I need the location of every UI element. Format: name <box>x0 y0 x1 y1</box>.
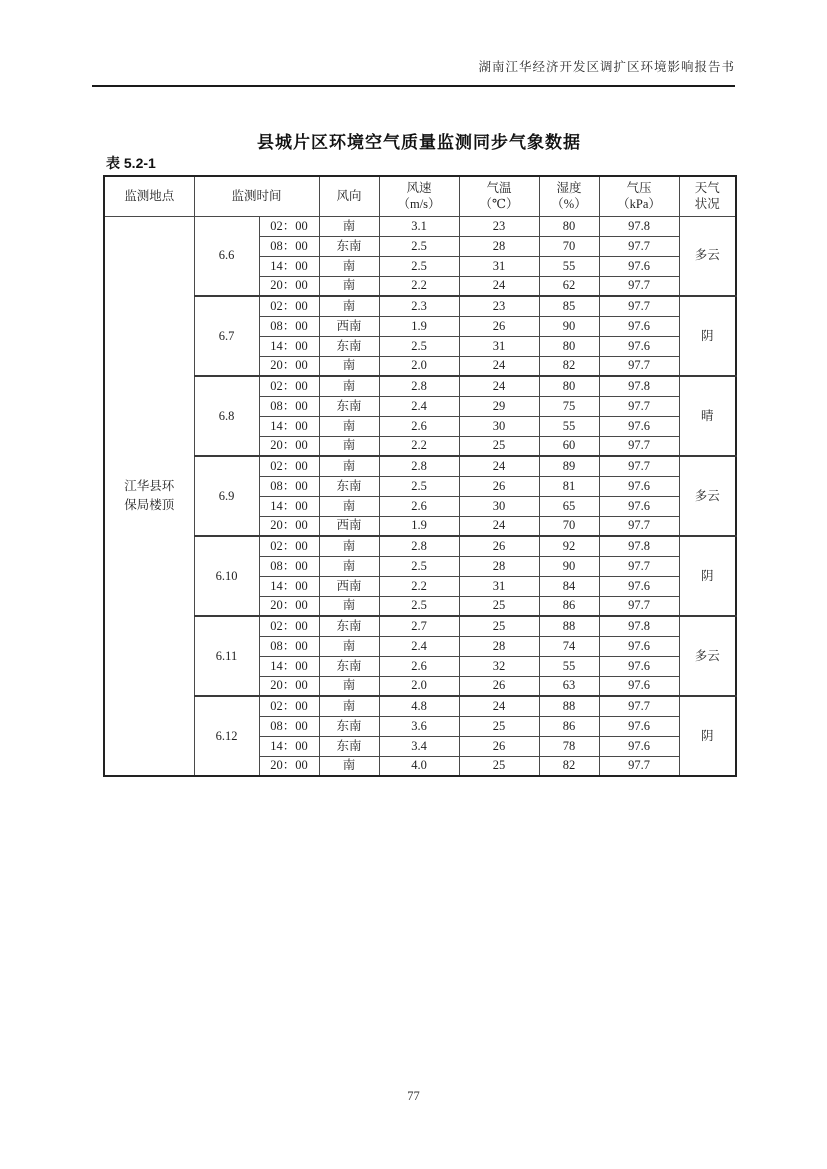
wind-speed-cell: 2.2 <box>379 276 459 296</box>
pressure-cell: 97.6 <box>599 736 679 756</box>
wind-direction-cell: 东南 <box>319 476 379 496</box>
wind-direction-cell: 东南 <box>319 396 379 416</box>
wind-direction-cell: 西南 <box>319 516 379 536</box>
time-cell: 14：00 <box>259 256 319 276</box>
header-time: 监测时间 <box>194 176 319 216</box>
wind-speed-cell: 2.0 <box>379 676 459 696</box>
wind-speed-cell: 2.5 <box>379 336 459 356</box>
humidity-cell: 65 <box>539 496 599 516</box>
pressure-cell: 97.6 <box>599 256 679 276</box>
header-pressure-label: 气压 <box>626 181 652 196</box>
wind-speed-cell: 2.2 <box>379 436 459 456</box>
humidity-cell: 90 <box>539 556 599 576</box>
temperature-cell: 25 <box>459 716 539 736</box>
time-cell: 20：00 <box>259 436 319 456</box>
pressure-cell: 97.8 <box>599 376 679 396</box>
temperature-cell: 28 <box>459 556 539 576</box>
wind-direction-cell: 南 <box>319 356 379 376</box>
temperature-cell: 26 <box>459 536 539 556</box>
header-humidity <box>539 176 599 216</box>
temperature-cell: 24 <box>459 516 539 536</box>
pressure-cell: 97.6 <box>599 496 679 516</box>
humidity-cell: 70 <box>539 516 599 536</box>
humidity-cell: 86 <box>539 716 599 736</box>
wind-direction-cell: 南 <box>319 696 379 716</box>
wind-direction-cell: 东南 <box>319 736 379 756</box>
wind-speed-cell: 2.5 <box>379 596 459 616</box>
header-wind-speed <box>379 176 459 216</box>
pressure-cell: 97.7 <box>599 296 679 316</box>
location-line: 江华县环 <box>124 478 175 493</box>
time-cell: 08：00 <box>259 556 319 576</box>
temperature-cell: 31 <box>459 336 539 356</box>
humidity-cell: 80 <box>539 336 599 356</box>
header-rule <box>92 85 735 87</box>
table-row <box>104 536 736 556</box>
pressure-cell: 97.7 <box>599 396 679 416</box>
pressure-cell: 97.6 <box>599 476 679 496</box>
wind-speed-cell: 1.9 <box>379 316 459 336</box>
pressure-cell: 97.6 <box>599 636 679 656</box>
wind-direction-cell: 南 <box>319 456 379 476</box>
humidity-cell: 55 <box>539 256 599 276</box>
wind-direction-cell: 南 <box>319 256 379 276</box>
time-cell: 20：00 <box>259 516 319 536</box>
wind-direction-cell: 南 <box>319 676 379 696</box>
humidity-cell: 88 <box>539 616 599 636</box>
humidity-cell: 55 <box>539 656 599 676</box>
humidity-cell: 92 <box>539 536 599 556</box>
time-cell: 02：00 <box>259 296 319 316</box>
date-cell: 6.9 <box>194 456 259 536</box>
report-header-text: 湖南江华经济开发区调扩区环境影响报告书 <box>478 60 735 74</box>
wind-speed-cell: 2.8 <box>379 536 459 556</box>
humidity-cell: 89 <box>539 456 599 476</box>
wind-speed-cell: 2.6 <box>379 416 459 436</box>
temperature-cell: 31 <box>459 576 539 596</box>
wind-direction-cell: 东南 <box>319 716 379 736</box>
pressure-cell: 97.7 <box>599 456 679 476</box>
wind-speed-cell: 1.9 <box>379 516 459 536</box>
pressure-cell: 97.6 <box>599 676 679 696</box>
humidity-cell: 81 <box>539 476 599 496</box>
wind-speed-cell: 2.8 <box>379 456 459 476</box>
time-cell: 08：00 <box>259 396 319 416</box>
time-cell: 02：00 <box>259 696 319 716</box>
header-wind-speed-label: 风速 <box>406 181 432 196</box>
time-cell: 08：00 <box>259 316 319 336</box>
table-row <box>104 456 736 476</box>
pressure-cell: 97.8 <box>599 536 679 556</box>
temperature-cell: 24 <box>459 376 539 396</box>
wind-speed-cell: 3.1 <box>379 216 459 236</box>
wind-speed-cell: 3.6 <box>379 716 459 736</box>
date-cell: 6.11 <box>194 616 259 696</box>
wind-speed-cell: 2.0 <box>379 356 459 376</box>
pressure-cell: 97.7 <box>599 236 679 256</box>
time-cell: 08：00 <box>259 716 319 736</box>
wind-direction-cell: 南 <box>319 276 379 296</box>
pressure-cell: 97.7 <box>599 436 679 456</box>
wind-direction-cell: 东南 <box>319 336 379 356</box>
temperature-cell: 25 <box>459 596 539 616</box>
wind-direction-cell: 南 <box>319 636 379 656</box>
time-cell: 20：00 <box>259 756 319 776</box>
pressure-cell: 97.6 <box>599 576 679 596</box>
temperature-cell: 26 <box>459 316 539 336</box>
time-cell: 20：00 <box>259 676 319 696</box>
time-cell: 14：00 <box>259 656 319 676</box>
wind-direction-cell: 南 <box>319 536 379 556</box>
temperature-cell: 30 <box>459 496 539 516</box>
table-row <box>104 376 736 396</box>
date-cell: 6.6 <box>194 216 259 296</box>
header-humidity-label: 湿度 <box>556 181 582 196</box>
wind-speed-cell: 2.5 <box>379 556 459 576</box>
wind-direction-cell: 南 <box>319 496 379 516</box>
time-cell: 08：00 <box>259 476 319 496</box>
weather-cell: 阴 <box>679 536 736 616</box>
wind-speed-cell: 2.5 <box>379 256 459 276</box>
humidity-cell: 80 <box>539 216 599 236</box>
wind-speed-cell: 2.5 <box>379 236 459 256</box>
header-temperature-unit: （℃） <box>479 197 519 212</box>
wind-direction-cell: 南 <box>319 436 379 456</box>
time-cell: 08：00 <box>259 636 319 656</box>
humidity-cell: 82 <box>539 756 599 776</box>
temperature-cell: 32 <box>459 656 539 676</box>
temperature-cell: 24 <box>459 456 539 476</box>
table-row <box>104 216 736 236</box>
time-cell: 02：00 <box>259 616 319 636</box>
header-weather <box>679 176 736 216</box>
humidity-cell: 88 <box>539 696 599 716</box>
time-cell: 02：00 <box>259 216 319 236</box>
humidity-cell: 90 <box>539 316 599 336</box>
temperature-cell: 25 <box>459 756 539 776</box>
pressure-cell: 97.7 <box>599 356 679 376</box>
temperature-cell: 28 <box>459 236 539 256</box>
weather-cell: 阴 <box>679 696 736 776</box>
header-wind-direction: 风向 <box>319 176 379 216</box>
location-line: 保局楼顶 <box>124 497 175 512</box>
wind-direction-cell: 南 <box>319 376 379 396</box>
humidity-cell: 84 <box>539 576 599 596</box>
wind-speed-cell: 2.6 <box>379 656 459 676</box>
pressure-cell: 97.6 <box>599 416 679 436</box>
header-location: 监测地点 <box>104 176 194 216</box>
temperature-cell: 23 <box>459 216 539 236</box>
wind-speed-cell: 4.0 <box>379 756 459 776</box>
pressure-cell: 97.7 <box>599 756 679 776</box>
time-cell: 14：00 <box>259 496 319 516</box>
wind-speed-cell: 2.2 <box>379 576 459 596</box>
date-cell: 6.8 <box>194 376 259 456</box>
wind-direction-cell: 南 <box>319 416 379 436</box>
temperature-cell: 26 <box>459 676 539 696</box>
temperature-cell: 25 <box>459 436 539 456</box>
pressure-cell: 97.6 <box>599 336 679 356</box>
wind-direction-cell: 西南 <box>319 316 379 336</box>
time-cell: 20：00 <box>259 596 319 616</box>
wind-speed-cell: 2.7 <box>379 616 459 636</box>
wind-speed-cell: 2.4 <box>379 396 459 416</box>
wind-speed-cell: 2.8 <box>379 376 459 396</box>
pressure-cell: 97.6 <box>599 316 679 336</box>
header-weather-label-1: 天气 <box>694 181 720 196</box>
pressure-cell: 97.7 <box>599 556 679 576</box>
wind-direction-cell: 南 <box>319 296 379 316</box>
time-cell: 02：00 <box>259 536 319 556</box>
table-label: 表 5.2-1 <box>106 155 156 171</box>
time-cell: 14：00 <box>259 736 319 756</box>
header-humidity-unit: （%） <box>551 197 587 212</box>
weather-cell: 晴 <box>679 376 736 456</box>
wind-speed-cell: 2.3 <box>379 296 459 316</box>
humidity-cell: 63 <box>539 676 599 696</box>
humidity-cell: 85 <box>539 296 599 316</box>
temperature-cell: 29 <box>459 396 539 416</box>
wind-direction-cell: 东南 <box>319 616 379 636</box>
temperature-cell: 25 <box>459 616 539 636</box>
weather-cell: 多云 <box>679 216 736 296</box>
wind-direction-cell: 南 <box>319 596 379 616</box>
time-cell: 08：00 <box>259 236 319 256</box>
table-row <box>104 696 736 716</box>
meteorology-table <box>103 175 737 777</box>
header-wind-speed-unit: （m/s） <box>397 197 441 212</box>
temperature-cell: 24 <box>459 696 539 716</box>
wind-direction-cell: 南 <box>319 216 379 236</box>
wind-speed-cell: 2.5 <box>379 476 459 496</box>
table-row <box>104 616 736 636</box>
header-weather-label-2: 状况 <box>694 197 720 212</box>
date-cell: 6.7 <box>194 296 259 376</box>
humidity-cell: 55 <box>539 416 599 436</box>
temperature-cell: 31 <box>459 256 539 276</box>
temperature-cell: 30 <box>459 416 539 436</box>
humidity-cell: 82 <box>539 356 599 376</box>
weather-cell: 多云 <box>679 456 736 536</box>
humidity-cell: 80 <box>539 376 599 396</box>
wind-direction-cell: 东南 <box>319 656 379 676</box>
temperature-cell: 26 <box>459 736 539 756</box>
wind-speed-cell: 2.4 <box>379 636 459 656</box>
pressure-cell: 97.7 <box>599 696 679 716</box>
table-header-row <box>104 176 736 216</box>
page-number: 77 <box>407 1089 420 1103</box>
temperature-cell: 24 <box>459 276 539 296</box>
location-cell <box>104 216 194 776</box>
humidity-cell: 60 <box>539 436 599 456</box>
temperature-cell: 26 <box>459 476 539 496</box>
humidity-cell: 62 <box>539 276 599 296</box>
wind-direction-cell: 南 <box>319 756 379 776</box>
wind-direction-cell: 南 <box>319 556 379 576</box>
weather-cell: 阴 <box>679 296 736 376</box>
temperature-cell: 28 <box>459 636 539 656</box>
date-cell: 6.10 <box>194 536 259 616</box>
page-title: 县城片区环境空气质量监测同步气象数据 <box>257 133 581 152</box>
pressure-cell: 97.7 <box>599 276 679 296</box>
humidity-cell: 75 <box>539 396 599 416</box>
time-cell: 20：00 <box>259 356 319 376</box>
humidity-cell: 86 <box>539 596 599 616</box>
pressure-cell: 97.8 <box>599 216 679 236</box>
pressure-cell: 97.6 <box>599 656 679 676</box>
pressure-cell: 97.7 <box>599 596 679 616</box>
temperature-cell: 24 <box>459 356 539 376</box>
header-pressure <box>599 176 679 216</box>
wind-direction-cell: 东南 <box>319 236 379 256</box>
temperature-cell: 23 <box>459 296 539 316</box>
time-cell: 14：00 <box>259 576 319 596</box>
pressure-cell: 97.6 <box>599 716 679 736</box>
wind-speed-cell: 3.4 <box>379 736 459 756</box>
pressure-cell: 97.8 <box>599 616 679 636</box>
header-temperature-label: 气温 <box>486 181 512 196</box>
humidity-cell: 78 <box>539 736 599 756</box>
header-pressure-unit: （kPa） <box>617 197 661 212</box>
humidity-cell: 74 <box>539 636 599 656</box>
pressure-cell: 97.7 <box>599 516 679 536</box>
humidity-cell: 70 <box>539 236 599 256</box>
time-cell: 02：00 <box>259 456 319 476</box>
date-cell: 6.12 <box>194 696 259 776</box>
wind-direction-cell: 西南 <box>319 576 379 596</box>
table-row <box>104 296 736 316</box>
time-cell: 14：00 <box>259 416 319 436</box>
time-cell: 20：00 <box>259 276 319 296</box>
time-cell: 14：00 <box>259 336 319 356</box>
wind-speed-cell: 2.6 <box>379 496 459 516</box>
weather-cell: 多云 <box>679 616 736 696</box>
time-cell: 02：00 <box>259 376 319 396</box>
header-temperature <box>459 176 539 216</box>
wind-speed-cell: 4.8 <box>379 696 459 716</box>
table-body <box>104 216 736 776</box>
